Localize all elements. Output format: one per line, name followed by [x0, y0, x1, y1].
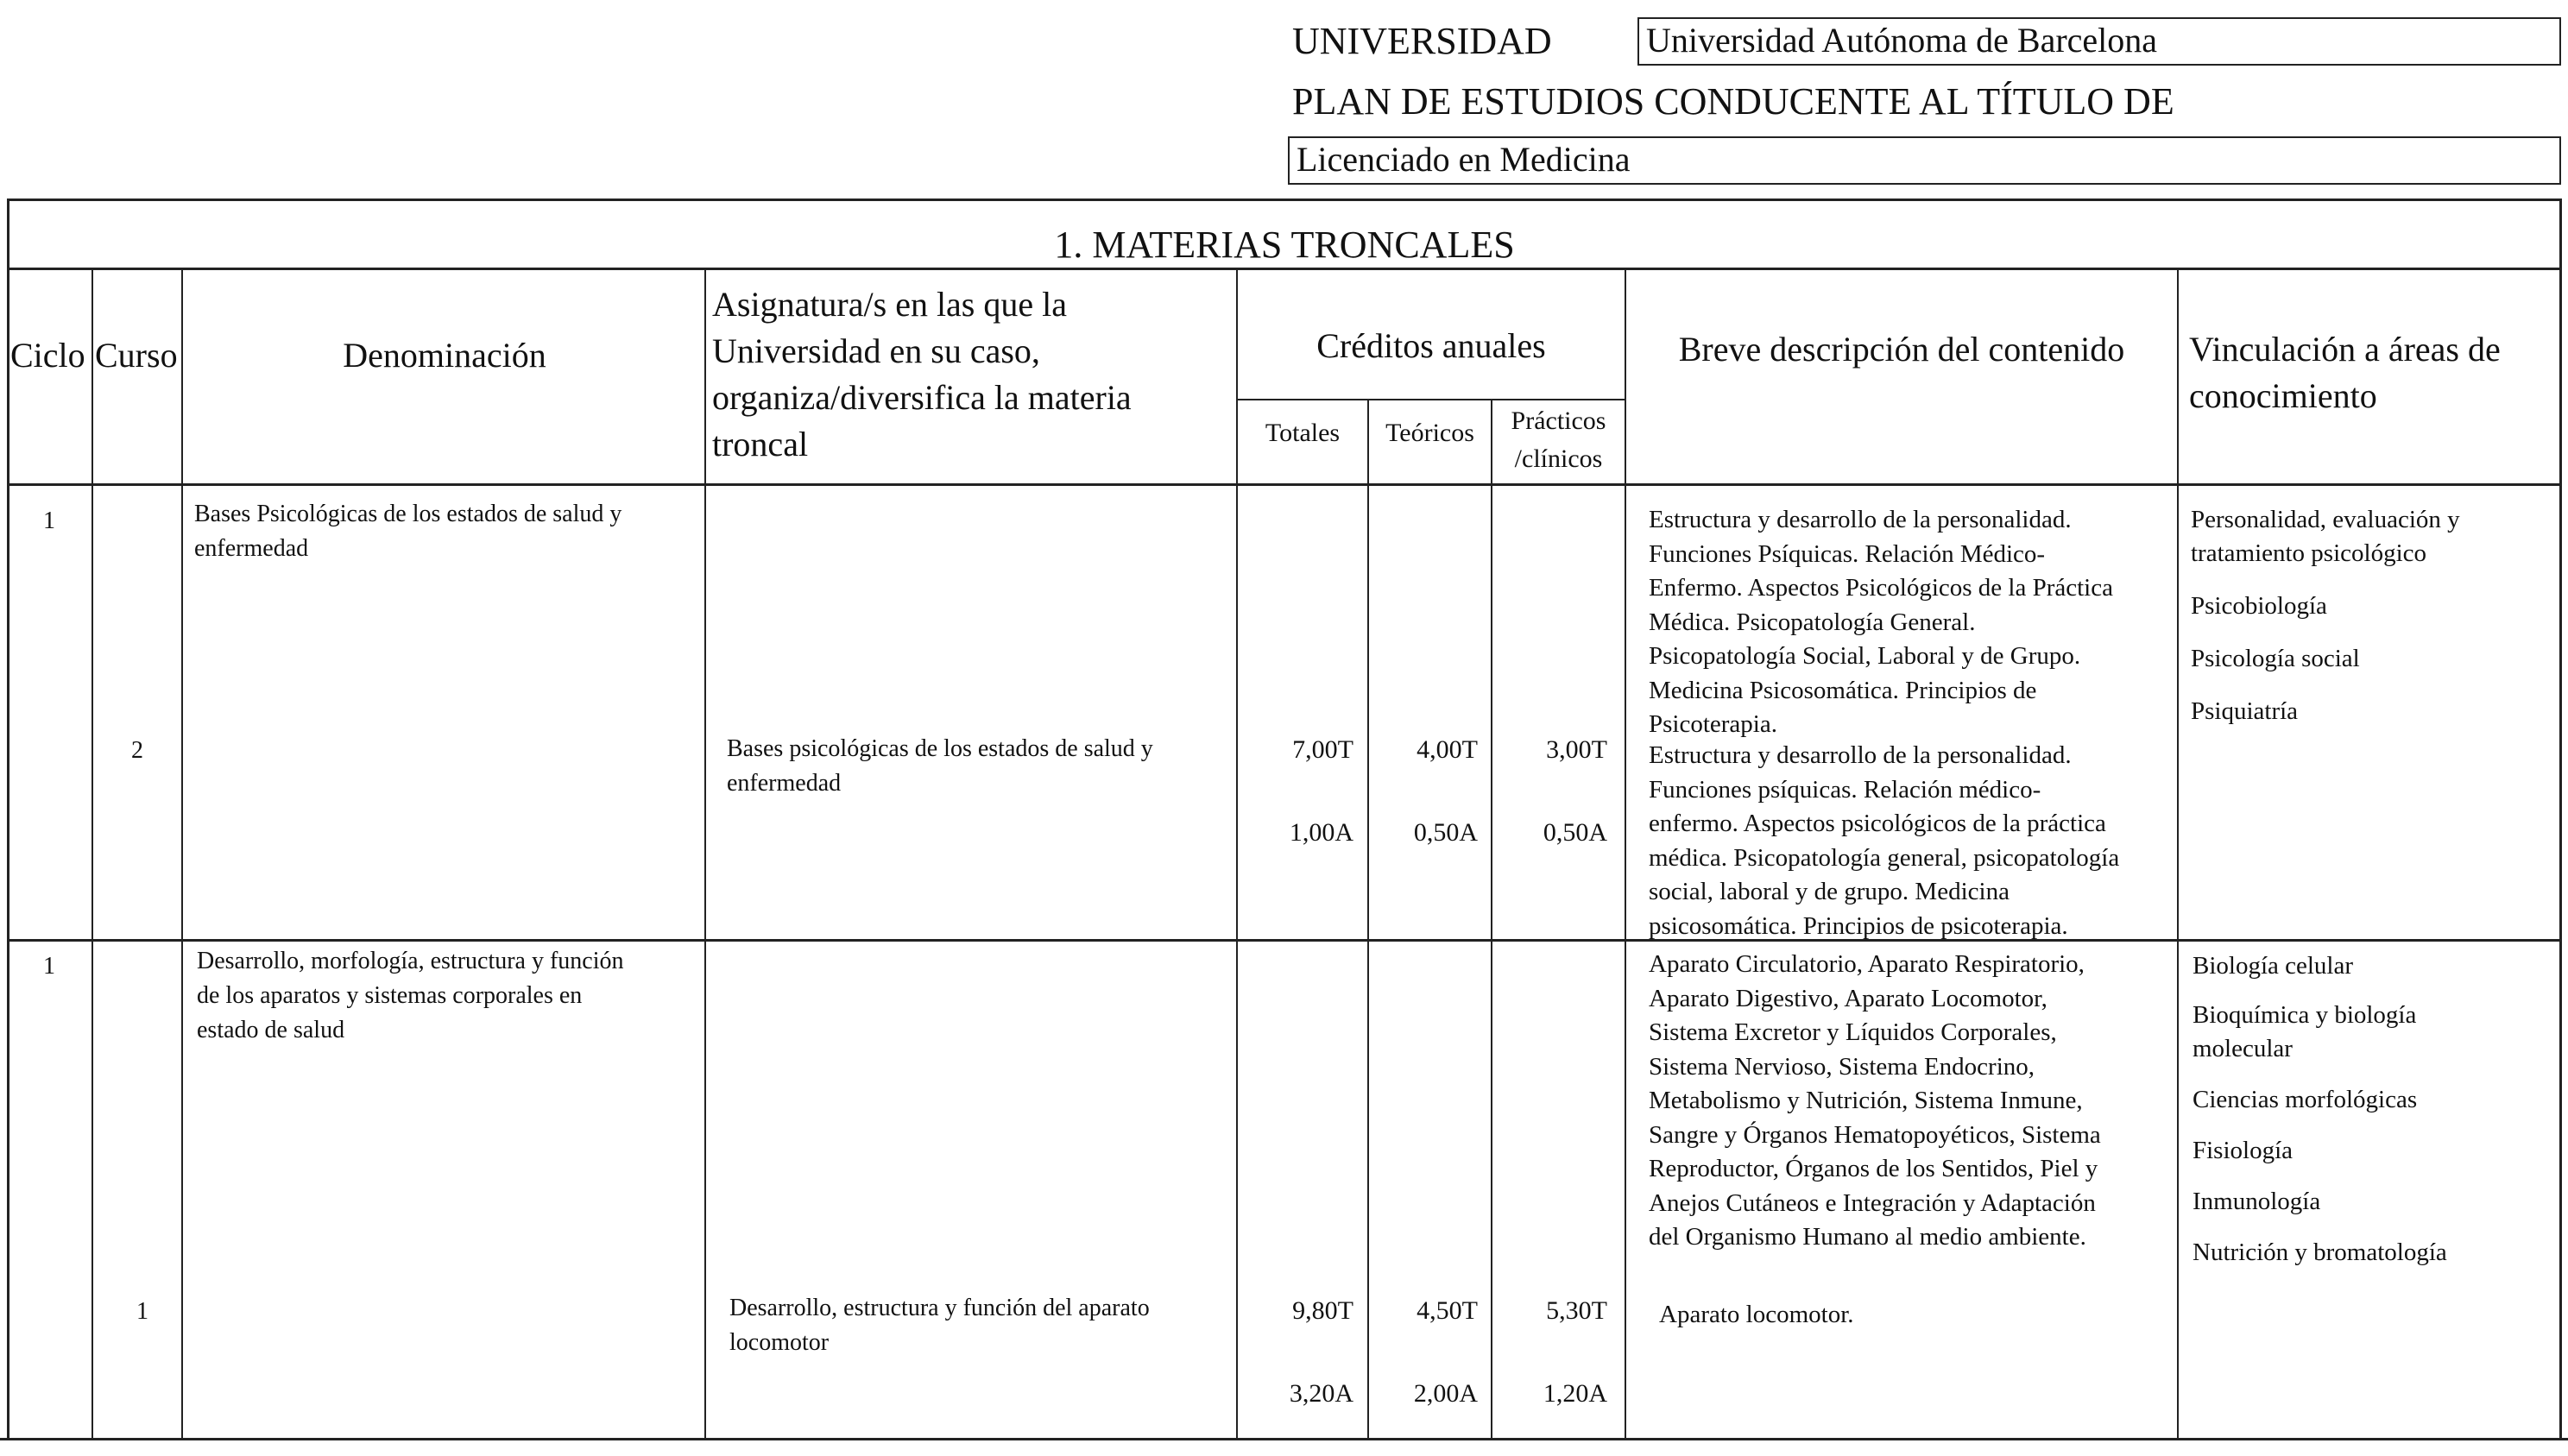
row-practicos-t: 5,30T: [1546, 1296, 1607, 1325]
row-ciclo: 1: [43, 507, 55, 534]
col-creditos: Créditos anuales: [1316, 326, 1546, 365]
titulo-field: Licenciado en Medicina: [1288, 136, 2561, 185]
col-practicos: Prácticos /clínicos: [1511, 407, 1606, 473]
row-practicos-a: 1,20A: [1543, 1379, 1607, 1408]
row-denominacion: Bases Psicológicas de los estados de salud y enfermedad: [194, 501, 622, 562]
universidad-label: UNIVERSIDAD: [1292, 20, 1552, 62]
row-totales-a: 3,20A: [1289, 1379, 1353, 1408]
col-denominacion: Denominación: [343, 336, 546, 375]
universidad-field: Universidad Autónoma de Barcelona: [1637, 17, 2561, 66]
row-desc-materia: Estructura y desarrollo de la personalidad. Funciones Psíquicas. Relación Médico- Enfermo. Aspectos Psicológicos de la Práctica Médica. Psicopatología General. Psicopatología Social, Laboral y de Grupo. Medicina Psicosomática. Principios de Psicoterapia.: [1649, 506, 2113, 738]
col-curso: Curso: [95, 336, 178, 375]
row-teoricos-a: 0,50A: [1413, 818, 1478, 847]
row-curso: 2: [131, 737, 143, 764]
row-teoricos-a: 2,00A: [1413, 1379, 1478, 1408]
col-descripcion: Breve descripción del contenido: [1678, 330, 2125, 369]
plan-label: PLAN DE ESTUDIOS CONDUCENTE AL TÍTULO DE: [1292, 80, 2174, 123]
row-areas: Personalidad, evaluación y tratamiento psicológico Psicobiología Psicología social Psiquiatría: [2191, 506, 2460, 725]
row-teoricos-t: 4,50T: [1417, 1296, 1478, 1325]
col-teoricos: Teóricos: [1385, 419, 1474, 447]
row-desc-asignatura: Aparato locomotor.: [1659, 1301, 1854, 1328]
row-areas: Biología celular Bioquímica y biología molecular Ciencias morfológicas Fisiología Inmunología Nutrición y bromatología: [2193, 952, 2447, 1266]
row-denominacion: Desarrollo, morfología, estructura y función de los aparatos y sistemas corporales en estado de salud: [197, 948, 624, 1043]
row-teoricos-t: 4,00T: [1417, 735, 1478, 764]
col-ciclo: Ciclo: [10, 336, 85, 375]
row-desc-asignatura: Estructura y desarrollo de la personalidad. Funciones psíquicas. Relación médico- enfermo. Aspectos psicológicos de la práctica médica. Psicopatología general, psicopatología social, laboral y de grupo. Medicina psicosomática. Principios de psicoterapia.: [1649, 741, 2120, 940]
row-totales-t: 9,80T: [1292, 1296, 1353, 1325]
col-totales: Totales: [1265, 419, 1341, 447]
col-asignatura: Asignatura/s en las que la Universidad en su caso, organiza/diversifica la materia troncal: [712, 285, 1132, 463]
row-asignatura: Desarrollo, estructura y función del aparato locomotor: [729, 1295, 1150, 1356]
table-title: 1. MATERIAS TRONCALES: [1054, 224, 1515, 266]
row-totales-a: 1,00A: [1289, 818, 1353, 847]
row-practicos-a: 0,50A: [1543, 818, 1607, 847]
row-totales-t: 7,00T: [1292, 735, 1353, 764]
row-desc-materia: Aparato Circulatorio, Aparato Respiratorio, Aparato Digestivo, Aparato Locomotor, Sistema Excretor y Líquidos Corporales, Sistema Nervioso, Sistema Endocrino, Metabolismo y Nutrición, Sistema Inmune, Sangre y Órganos Hematopoyéticos, Sistema Reproductor, Órganos de los Sentidos, Piel y Anejos Cutáneos e Integración y Adaptación del Organismo Humano al medio ambiente.: [1649, 950, 2101, 1251]
row-practicos-t: 3,00T: [1546, 735, 1607, 764]
col-vinculacion: Vinculación a áreas de conocimiento: [2189, 330, 2501, 415]
row-asignatura: Bases psicológicas de los estados de salud y enfermedad: [727, 735, 1153, 797]
row-ciclo: 1: [43, 953, 55, 980]
row-curso: 1: [136, 1298, 148, 1325]
